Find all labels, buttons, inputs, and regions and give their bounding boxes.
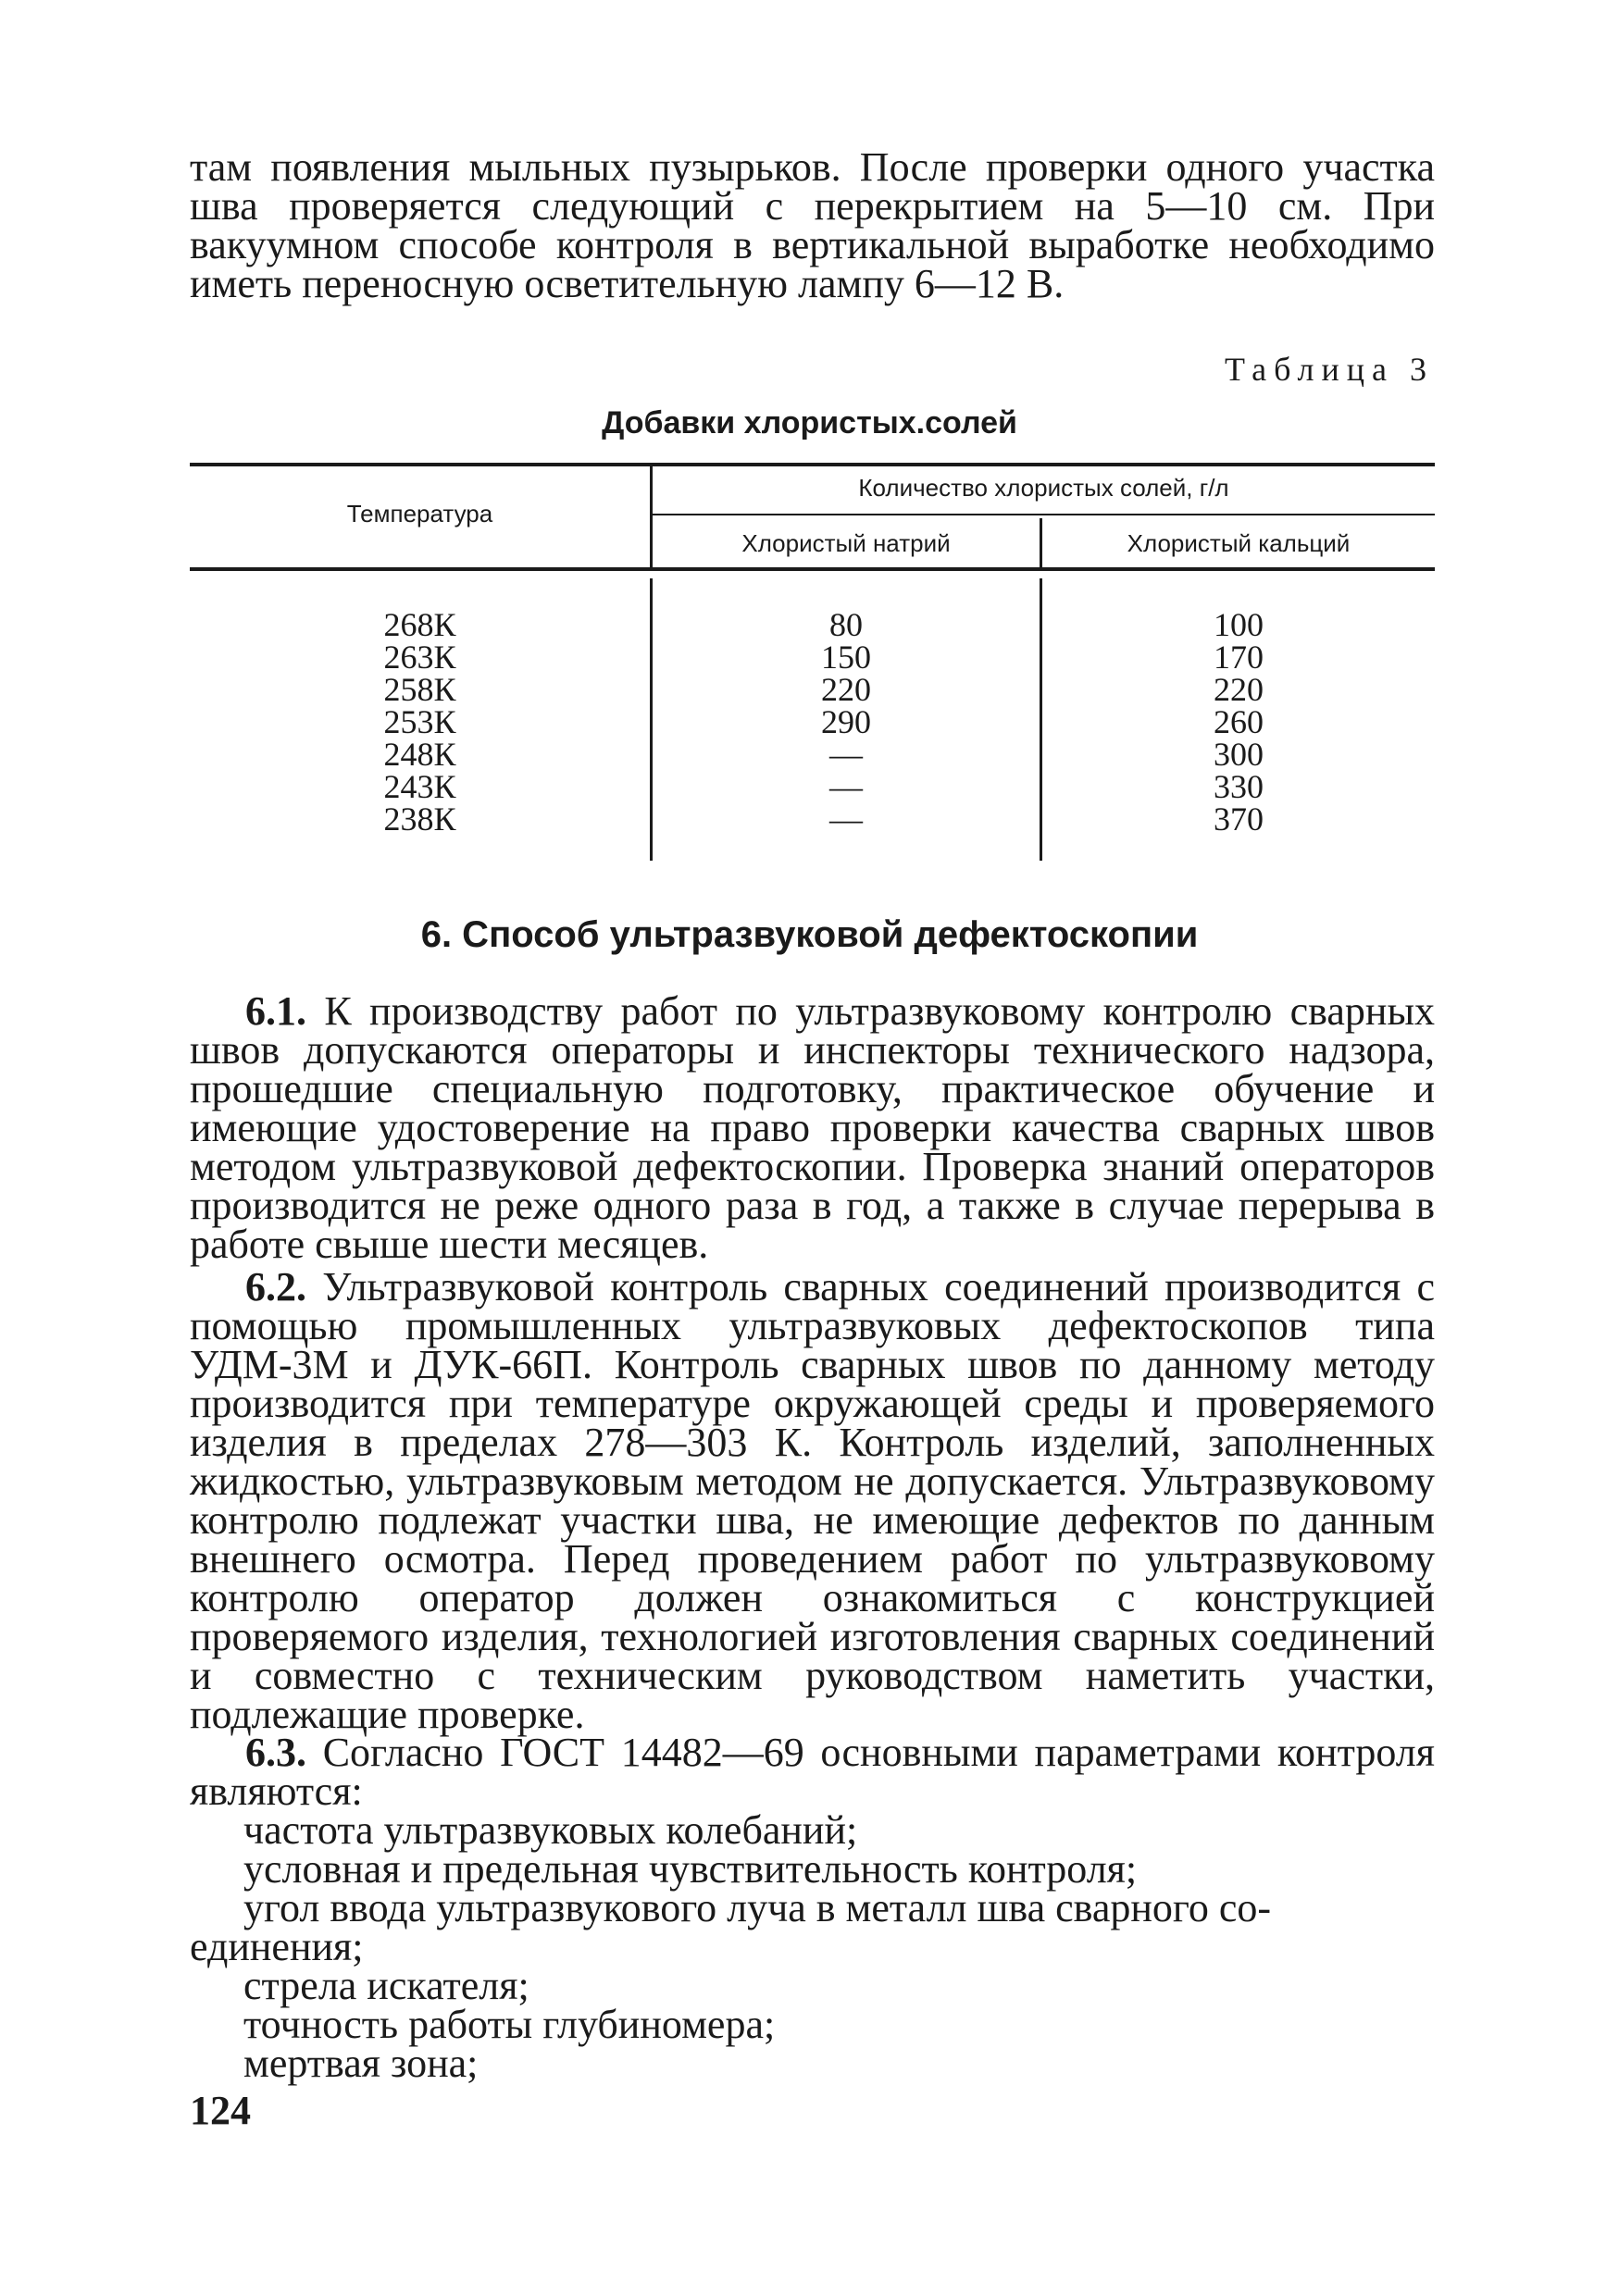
clause-text: Согласно ГОСТ 14482—69 основными параметрами контроля являются:: [190, 1730, 1435, 1814]
table-cell: 253К: [383, 703, 456, 740]
table-cell: 100: [1214, 606, 1264, 643]
table-cell: —: [829, 800, 863, 838]
table-cell: 150: [821, 639, 871, 676]
table-title: Добавки хлористых.солей: [602, 405, 1017, 441]
clause-text: К производству работ по ультразвуковому контролю сварных швов допускаются операторы и инспекторы технического надзора, прошедшие специальную подготовку, практическое обучение и имеющие удостоверение на право проверки качества сварных швов методом ультразвуковой дефектоскопии. Проверка знаний операторов производится не реже одного раза в год, а также в случае перерыва в работе свыше шести месяцев.: [190, 988, 1436, 1267]
table-cell: —: [829, 736, 863, 773]
clause-text: Ультразвуковой контроль сварных соединений производится с помощью промышленных ультразвуковых дефектоскопов типа УДМ-3М и ДУК-66П. Контроль сварных швов по данному методу производится при температуре окружающей среды и проверяемого изделия в пределах 278—303 К. Контроль изделий, заполненных жидкостью, ультразвуковым методом не допускается. Ультразвуковому контролю подлежат участки шва, не имеющие дефектов по данным внешнего осмотра. Перед проведением работ по ультразвуковому контролю оператор должен ознакомиться с конструкцией проверяемого изделия, технологией изготовления сварных соединений и совместно с техническим руководством наметить участки, подлежащие проверке.: [190, 1264, 1435, 1737]
paragraph-6-1: [190, 988, 1436, 1267]
paragraph-6-2: [190, 1264, 1435, 1737]
calcium-column: [1042, 606, 1435, 838]
header-quantity: Количество хлористых солей, г/л: [858, 474, 1229, 502]
header-temperature: Температура: [346, 500, 493, 527]
table-cell: 263К: [383, 639, 456, 676]
list-item: частота ультразвуковых колебаний;: [243, 1807, 858, 1853]
table-cell: 258К: [383, 671, 456, 708]
table-cell: 80: [829, 606, 863, 643]
table-cell: 260: [1214, 703, 1264, 740]
list-item: условная и предельная чувствительность контроля;: [243, 1846, 1138, 1892]
header-sub-rule: [650, 514, 1435, 515]
clause-number: 6.2.: [245, 1264, 306, 1309]
section-title: 6. Способ ультразвуковой дефектоскопии: [420, 914, 1199, 955]
parameter-list: [190, 1807, 1435, 2086]
temperature-column: [190, 606, 650, 838]
header-sodium: Хлористый натрий: [741, 529, 951, 557]
clause-number: 6.1.: [245, 988, 306, 1034]
table-cell: 300: [1214, 736, 1264, 773]
table-cell: 220: [1214, 671, 1264, 708]
list-item: точность работы глубиномера;: [243, 2002, 776, 2047]
table-cell: 330: [1214, 768, 1264, 805]
list-item: мертвая зона;: [243, 2041, 479, 2086]
page-number: 124: [190, 2088, 251, 2133]
table-top-rule: [190, 463, 1435, 466]
table-number: Таблица 3: [1225, 351, 1434, 388]
list-item-continuation: единения;: [190, 1924, 364, 1969]
header-bottom-rule: [190, 567, 1435, 571]
list-item: стрела искателя;: [243, 1963, 529, 2008]
header-calcium: Хлористый кальций: [1127, 529, 1351, 557]
intro-paragraph: там появления мыльных пузырьков. После проверки одного участка шва проверяется следующий с перекрытием на 5—10 см. При вакуумном способе контроля в вертикальной выработке необходимо иметь переносную осветительную лампу 6—12 В.: [190, 144, 1435, 306]
table-cell: 243К: [383, 768, 456, 805]
paragraph-6-3: [190, 1730, 1435, 1814]
table-cell: 220: [821, 671, 871, 708]
clause-number: 6.3.: [245, 1730, 306, 1775]
table-cell: 238К: [383, 800, 456, 838]
table-cell: 268К: [383, 606, 456, 643]
sodium-column: [653, 606, 1040, 838]
salt-additives-table: [190, 463, 1435, 861]
table-cell: —: [829, 768, 863, 805]
table-cell: 248К: [383, 736, 456, 773]
table-cell: 290: [821, 703, 871, 740]
table-cell: 170: [1214, 639, 1264, 676]
list-item: угол ввода ультразвукового луча в металл шва сварного со-: [243, 1885, 1272, 1930]
table-cell: 370: [1214, 800, 1264, 838]
